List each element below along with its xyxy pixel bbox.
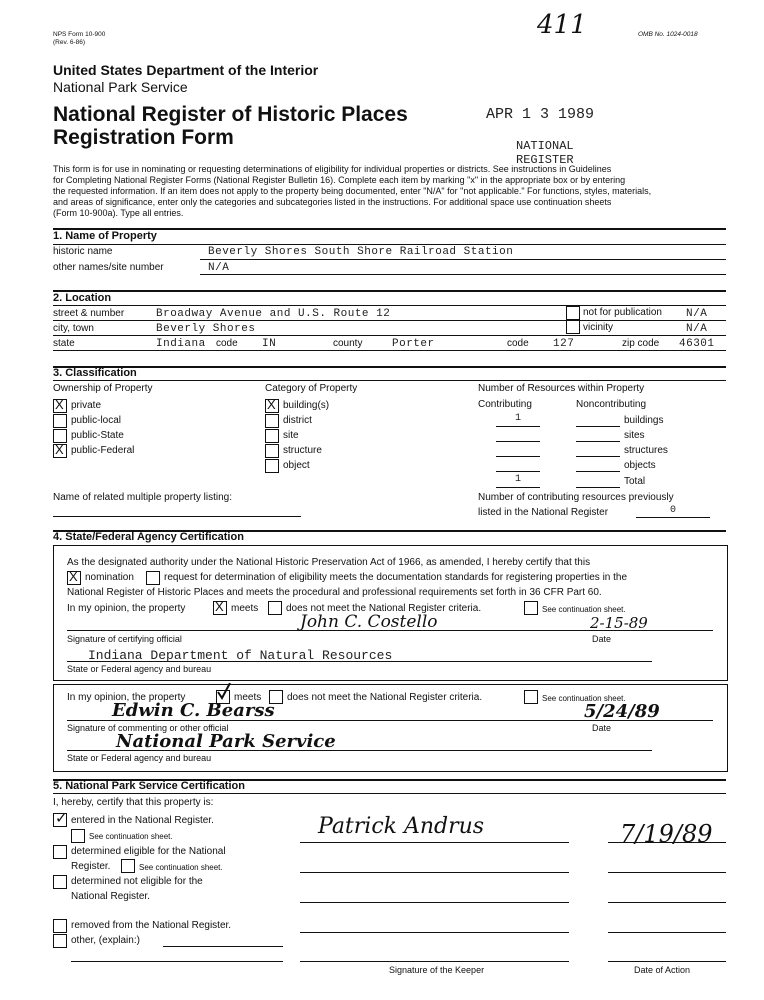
commenting-date-label: Date <box>592 723 612 733</box>
zip-value[interactable]: 46301 <box>679 338 715 350</box>
rule <box>200 274 726 275</box>
commenting-date: 5/24/89 <box>584 701 660 722</box>
rule <box>67 630 713 631</box>
ownership-public-state-checkbox[interactable] <box>53 429 67 443</box>
section3-rule <box>53 366 726 368</box>
check-mark: X <box>55 442 64 457</box>
certifying-date: 2-15-89 <box>590 614 648 632</box>
rule <box>576 441 620 442</box>
certifying-signature: John C. Costello <box>300 612 438 632</box>
rule <box>576 426 620 427</box>
zip-label: zip code <box>622 338 660 349</box>
previously-listed-label-1: Number of contributing resources previously <box>478 492 674 503</box>
not-for-publication-value[interactable]: N/A <box>686 308 708 320</box>
state-label: state <box>53 338 75 349</box>
instructions-line3: the requested information. If an item does not apply to the property being documented, enter "N/A" for "not applicable." For functions, styles, materials, <box>53 186 652 196</box>
county-code-label: code <box>507 338 529 349</box>
resource-objects-label: objects <box>624 460 656 471</box>
check-mark: X <box>215 599 224 614</box>
category-object-checkbox[interactable] <box>265 459 279 473</box>
rule <box>496 487 540 488</box>
department-name: United States Department of the Interior <box>53 62 319 78</box>
vicinity-label: vicinity <box>583 322 614 333</box>
resource-sites-label: sites <box>624 430 645 441</box>
category-site-checkbox[interactable] <box>265 429 279 443</box>
rule <box>636 517 710 518</box>
entered-continuation-checkbox[interactable] <box>71 829 85 843</box>
instructions-line4: and areas of significance, enter only the categories and subcategories listed in the instructions. For additional space use continuation sheets <box>53 197 612 207</box>
rule <box>53 380 726 381</box>
instructions-line1: This form is for use in nominating or requesting determinations of eligibility for individual properties or districts. See instructions in Guidelines <box>53 164 612 174</box>
noncontributing-heading: Noncontributing <box>576 399 647 410</box>
category-building-label: building(s) <box>283 400 330 411</box>
received-stamp-line1: NATIONAL <box>516 139 574 153</box>
keeper-signature: Patrick Andrus <box>318 814 485 839</box>
entered-continuation-label: See continuation sheet. <box>89 832 173 841</box>
ownership-public-federal-checkbox[interactable] <box>53 444 67 458</box>
other-explain-line <box>163 946 283 947</box>
date-of-action-label: Date of Action <box>634 965 691 975</box>
section1-heading: 1. Name of Property <box>53 230 157 242</box>
rule <box>608 961 726 962</box>
received-stamp-line2: REGISTER <box>516 153 574 167</box>
rule <box>608 932 726 933</box>
certify-line: I, hereby, certify that this property is: <box>53 797 214 808</box>
ownership-public-federal-label: public-Federal <box>71 445 135 456</box>
rule <box>608 902 726 903</box>
rule <box>71 961 283 962</box>
rule <box>200 259 726 260</box>
section2-heading: 2. Location <box>53 292 112 304</box>
service-name: National Park Service <box>53 79 188 95</box>
opinion-prefix: In my opinion, the property <box>67 603 186 614</box>
omb-number: OMB No. 1024-0018 <box>638 31 698 38</box>
does-not-meet-checkbox[interactable] <box>268 601 282 615</box>
check-mark: X <box>267 397 276 412</box>
entered-label: entered in the National Register. <box>71 815 214 826</box>
historic-name-value[interactable]: Beverly Shores South Shore Railroad Station <box>208 246 514 258</box>
removed-checkbox[interactable] <box>53 919 67 933</box>
county-label: county <box>333 338 363 349</box>
other-checkbox[interactable] <box>53 934 67 948</box>
not-eligible-checkbox[interactable] <box>53 875 67 889</box>
eligible-checkbox[interactable] <box>53 845 67 859</box>
rule <box>576 456 620 457</box>
does-not-meet2-label: does not meet the National Register criteria. <box>287 692 483 703</box>
certifying-date-label: Date <box>592 634 612 644</box>
form-revision: (Rev. 6-86) <box>53 39 86 46</box>
vicinity-checkbox[interactable] <box>566 320 580 334</box>
ownership-private-checkbox[interactable] <box>53 399 67 413</box>
form-title-line2: Registration Form <box>53 126 234 149</box>
rule <box>53 320 726 321</box>
commenting-signature-label: Signature of commenting or other official <box>67 723 229 733</box>
rule <box>53 244 726 245</box>
rule <box>300 872 569 873</box>
rule <box>496 471 540 472</box>
category-object-label: object <box>283 460 310 471</box>
rule <box>53 305 726 306</box>
rule <box>608 872 726 873</box>
vicinity-value[interactable]: N/A <box>686 323 708 335</box>
resources-heading: Number of Resources within Property <box>478 383 645 394</box>
category-structure-checkbox[interactable] <box>265 444 279 458</box>
rule <box>576 471 620 472</box>
rule <box>496 441 540 442</box>
resource-buildings-label: buildings <box>624 415 664 426</box>
section4-heading: 4. State/Federal Agency Certification <box>53 531 244 543</box>
previously-listed-label-2: listed in the National Register <box>478 507 609 518</box>
cert-line3: National Register of Historic Places and meets the procedural and professional requirements set forth in 36 CFR Part 60. <box>67 587 602 598</box>
contributing-buildings[interactable]: 1 <box>514 413 521 424</box>
form-title-line1: National Register of Historic Places <box>53 103 408 126</box>
see-continuation-checkbox[interactable] <box>524 601 538 615</box>
nomination-label: nomination <box>85 572 134 583</box>
see-continuation2-label: See continuation sheet. <box>542 694 626 703</box>
category-district-checkbox[interactable] <box>265 414 279 428</box>
meets2-label: meets <box>234 692 262 703</box>
county-code-value[interactable]: 127 <box>553 338 575 350</box>
eligible-label-2: Register. <box>71 861 111 872</box>
check-mark: X <box>55 397 64 412</box>
nomination-checkbox[interactable] <box>67 571 81 585</box>
category-structure-label: structure <box>283 445 322 456</box>
historic-name-label: historic name <box>53 246 113 257</box>
instructions-line5: (Form 10-900a). Type all entries. <box>53 208 184 218</box>
other-names-value[interactable]: N/A <box>208 262 230 274</box>
category-district-label: district <box>283 415 312 426</box>
state-code-label: code <box>216 338 238 349</box>
eligible-continuation-label: See continuation sheet. <box>139 863 223 872</box>
certifying-signature-label: Signature of certifying official <box>67 634 182 644</box>
commenting-agency-label: State or Federal agency and bureau <box>67 753 212 763</box>
city-value[interactable]: Beverly Shores <box>156 323 256 335</box>
section5-heading: 5. National Park Service Certification <box>53 780 245 792</box>
resource-total-label: Total <box>624 476 646 487</box>
state-code-value[interactable]: IN <box>262 338 277 350</box>
see-continuation-label: See continuation sheet. <box>542 605 626 614</box>
rule <box>53 793 726 794</box>
contributing-total[interactable]: 1 <box>514 474 521 485</box>
other-label: other, (explain:) <box>71 935 140 946</box>
instructions-line2: for Completing National Register Forms (National Register Bulletin 16). Complete each item by marking "x" in the appropriate box or by entering <box>53 175 626 185</box>
ownership-public-local-checkbox[interactable] <box>53 414 67 428</box>
certifying-agency-value[interactable]: Indiana Department of Natural Resources <box>88 648 393 663</box>
ownership-private-label: private <box>71 400 102 411</box>
related-listing-label: Name of related multiple property listing: <box>53 492 232 503</box>
not-eligible-label-2: National Register. <box>71 891 150 902</box>
rule <box>300 842 569 843</box>
meets-checkbox[interactable] <box>213 601 227 615</box>
eligible-continuation-checkbox[interactable] <box>121 859 135 873</box>
meets-label: meets <box>231 603 259 614</box>
rule <box>300 932 569 933</box>
form-number: NPS Form 10-900 <box>53 31 106 38</box>
related-listing-line <box>53 516 301 517</box>
other-names-label: other names/site number <box>53 262 164 273</box>
certifying-agency-label: State or Federal agency and bureau <box>67 664 212 674</box>
not-for-publication-checkbox[interactable] <box>566 306 580 320</box>
contributing-heading: Contributing <box>478 399 532 410</box>
previously-listed-value[interactable]: 0 <box>669 505 676 516</box>
rule <box>67 750 652 751</box>
ownership-public-local-label: public-local <box>71 415 122 426</box>
does-not-meet-label: does not meet the National Register criteria. <box>286 603 482 614</box>
eligible-label-1: determined eligible for the National <box>71 846 226 857</box>
keeper-signature-label: Signature of the Keeper <box>389 965 485 975</box>
rule <box>608 842 726 843</box>
request-determination-checkbox[interactable] <box>146 571 160 585</box>
rule <box>67 661 652 662</box>
cert-line1: As the designated authority under the National Historic Preservation Act of 1966, as amended, I hereby certify that this <box>67 557 591 568</box>
category-building-checkbox[interactable] <box>265 399 279 413</box>
handwritten-number: 411 <box>537 10 587 40</box>
not-eligible-label-1: determined not eligible for the <box>71 876 203 887</box>
keeper-date: 7/19/89 <box>620 820 713 848</box>
cert-line2: request for determination of eligibility meets the documentation standards for registering properties in the <box>164 572 628 583</box>
rule <box>496 426 540 427</box>
rule <box>576 487 620 488</box>
see-continuation2-checkbox[interactable] <box>524 690 538 704</box>
commenting-signature: Edwin C. Bearss <box>112 700 275 721</box>
category-site-label: site <box>283 430 299 441</box>
street-label: street & number <box>53 308 125 319</box>
opinion2-prefix: In my opinion, the property <box>67 692 186 703</box>
resource-structures-label: structures <box>624 445 668 456</box>
ownership-public-state-label: public-State <box>71 430 124 441</box>
category-heading: Category of Property <box>265 383 358 394</box>
not-for-publication-label: not for publication <box>583 307 662 318</box>
rule <box>53 335 726 336</box>
commenting-agency-value: National Park Service <box>116 731 336 752</box>
rule <box>496 456 540 457</box>
rule <box>300 961 569 962</box>
check-mark: X <box>69 569 78 584</box>
state-value[interactable]: Indiana <box>156 338 206 350</box>
county-value[interactable]: Porter <box>392 338 435 350</box>
rule <box>300 902 569 903</box>
ownership-heading: Ownership of Property <box>53 383 153 394</box>
check-mark: ✓ <box>55 810 68 827</box>
removed-label: removed from the National Register. <box>71 920 232 931</box>
section3-heading: 3. Classification <box>53 367 137 379</box>
entered-checkbox[interactable] <box>53 810 68 827</box>
received-stamp-date: APR 1 3 1989 <box>486 106 595 123</box>
city-label: city, town <box>53 323 94 334</box>
rule <box>67 720 713 721</box>
section2-rule <box>53 290 726 292</box>
rule <box>53 350 726 351</box>
street-value[interactable]: Broadway Avenue and U.S. Route 12 <box>156 308 391 320</box>
checkmark-icon <box>217 683 231 701</box>
